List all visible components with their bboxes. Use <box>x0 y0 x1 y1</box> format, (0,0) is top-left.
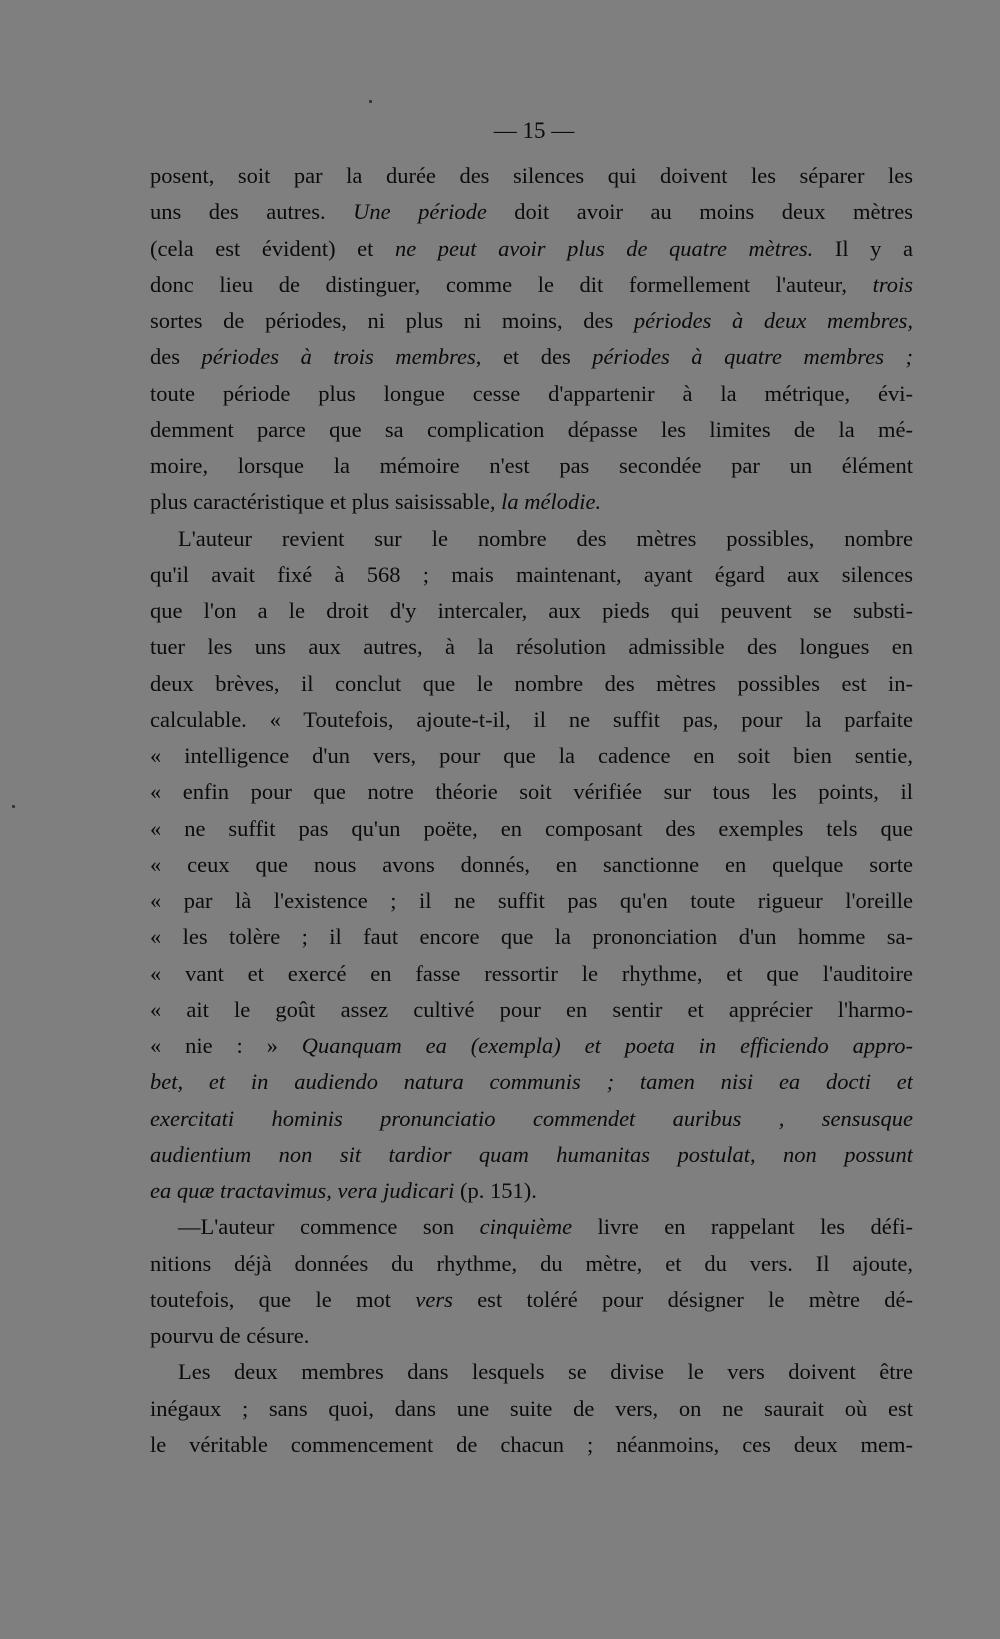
text-span: Il y a <box>813 235 913 261</box>
italic-span: périodes à trois membres <box>201 344 476 370</box>
text-line: qu'il avait fixé à 568 ; mais maintenant, ayant égard aux silences <box>150 561 913 587</box>
text-line: inégaux ; sans quoi, dans une suite de vers, on ne saurait où est <box>150 1395 913 1421</box>
text-line: deux brèves, il conclut que le nombre des mètres possibles est in- <box>150 670 913 696</box>
text-line <box>150 1209 913 1245</box>
text-span: donc lieu de distinguer, comme le dit formellement l'auteur, <box>150 271 873 297</box>
italic-span: périodes à quatre membres ; <box>592 344 913 370</box>
text-span: sortes de périodes, ni plus ni moins, des <box>150 308 634 333</box>
italic-span: exercitati hominis pronunciatio commendet auribus , sensusque <box>150 1105 913 1131</box>
italic-span: trois <box>872 271 913 297</box>
text-line <box>150 303 913 339</box>
text-line <box>150 1028 913 1064</box>
text-span: (cela est évident) et <box>150 235 395 261</box>
text-span: doit avoir au moins deux mètres <box>486 199 913 225</box>
text-line <box>150 484 913 520</box>
scan-speck <box>369 100 372 103</box>
text-line <box>150 267 913 303</box>
page-number: — 15 — <box>493 118 575 143</box>
italic-span: bet, et in audiendo natura communis ; tamen nisi ea docti et <box>150 1069 913 1095</box>
text-span: (p. 151). <box>454 1178 537 1203</box>
italic-span: Quanquam ea (exempla) et poeta in efficiendo appro- <box>301 1033 913 1058</box>
italic-span: ne peut avoir plus de quatre mètres. <box>394 235 814 261</box>
text-line: L'auteur revient sur le nombre des mètres possibles, nombre <box>178 525 913 551</box>
text-span: des <box>150 344 202 370</box>
text-line: tuer les uns aux autres, à la résolution admissible des longues en <box>150 634 913 660</box>
text-line <box>150 194 913 230</box>
text-line: toute période plus longue cesse d'appartenir à la métrique, évi- <box>150 380 913 406</box>
italic-span: périodes à deux membres, <box>633 308 913 333</box>
text-line: « enfin pour que notre théorie soit vérifiée sur tous les points, il <box>150 779 913 805</box>
text-line <box>150 339 913 375</box>
text-line: « ceux que nous avons donnés, en sanctionne en quelque sorte <box>150 851 913 877</box>
text-line <box>150 1282 913 1318</box>
text-span: livre en rappelant les défi- <box>572 1214 913 1240</box>
text-line: demment parce que sa complication dépasse les limites de la mé- <box>150 416 913 442</box>
text-line <box>150 1137 913 1173</box>
text-span: « nie : » <box>150 1033 302 1058</box>
text-line: « vant et exercé en fasse ressortir le rhythme, et que l'auditoire <box>150 960 913 986</box>
text-line: moire, lorsque la mémoire n'est pas secondée par un élément <box>150 453 913 478</box>
text-span: , et des <box>475 344 593 370</box>
text-line <box>150 1064 913 1100</box>
italic-span: Une période <box>353 199 487 225</box>
text-span: —L'auteur commence son <box>178 1214 480 1240</box>
text-line: « par là l'existence ; il ne suffit pas qu'en toute rigueur l'oreille <box>150 888 913 913</box>
text-span: est toléré pour désigner le mètre dé- <box>452 1286 913 1312</box>
text-span: uns des autres. <box>150 199 354 225</box>
text-span: plus caractéristique et plus saisissable, <box>150 489 502 515</box>
italic-span: audientium non sit tardior quam humanitas postulat, non possunt <box>150 1141 913 1167</box>
text-line <box>150 1101 913 1137</box>
text-line: que l'on a le droit d'y intercaler, aux pieds qui peuvent se substi- <box>150 598 913 623</box>
italic-span: vers <box>415 1286 453 1312</box>
text-line: posent, soit par la durée des silences qui doivent les séparer les <box>150 163 913 188</box>
text-line: le véritable commencement de chacun ; néanmoins, ces deux mem- <box>150 1431 913 1457</box>
text-line: Les deux membres dans lesquels se divise le vers doivent être <box>178 1359 913 1385</box>
italic-span: ea quæ tractavimus, vera judicari <box>150 1178 455 1203</box>
scan-speck <box>12 805 15 808</box>
text-line: nitions déjà données du rhythme, du mètre, et du vers. Il ajoute, <box>150 1250 913 1276</box>
text-line: « les tolère ; il faut encore que la prononciation d'un homme sa- <box>150 924 913 950</box>
text-line: pourvu de césure. <box>150 1323 310 1348</box>
body-text <box>150 158 913 1463</box>
italic-span: cinquième <box>479 1214 573 1240</box>
text-line: calculable. « Toutefois, ajoute-t-il, il ne suffit pas, pour la parfaite <box>150 706 913 732</box>
text-line <box>150 1173 913 1209</box>
text-span: toutefois, que le mot <box>150 1286 416 1312</box>
text-line: « ait le goût assez cultivé pour en sentir et apprécier l'harmo- <box>150 996 913 1022</box>
text-line <box>150 231 913 267</box>
italic-span: la mélodie. <box>501 489 602 515</box>
text-line: « intelligence d'un vers, pour que la cadence en soit bien sentie, <box>150 743 913 768</box>
text-line: « ne suffit pas qu'un poëte, en composant des exemples tels que <box>150 815 913 841</box>
